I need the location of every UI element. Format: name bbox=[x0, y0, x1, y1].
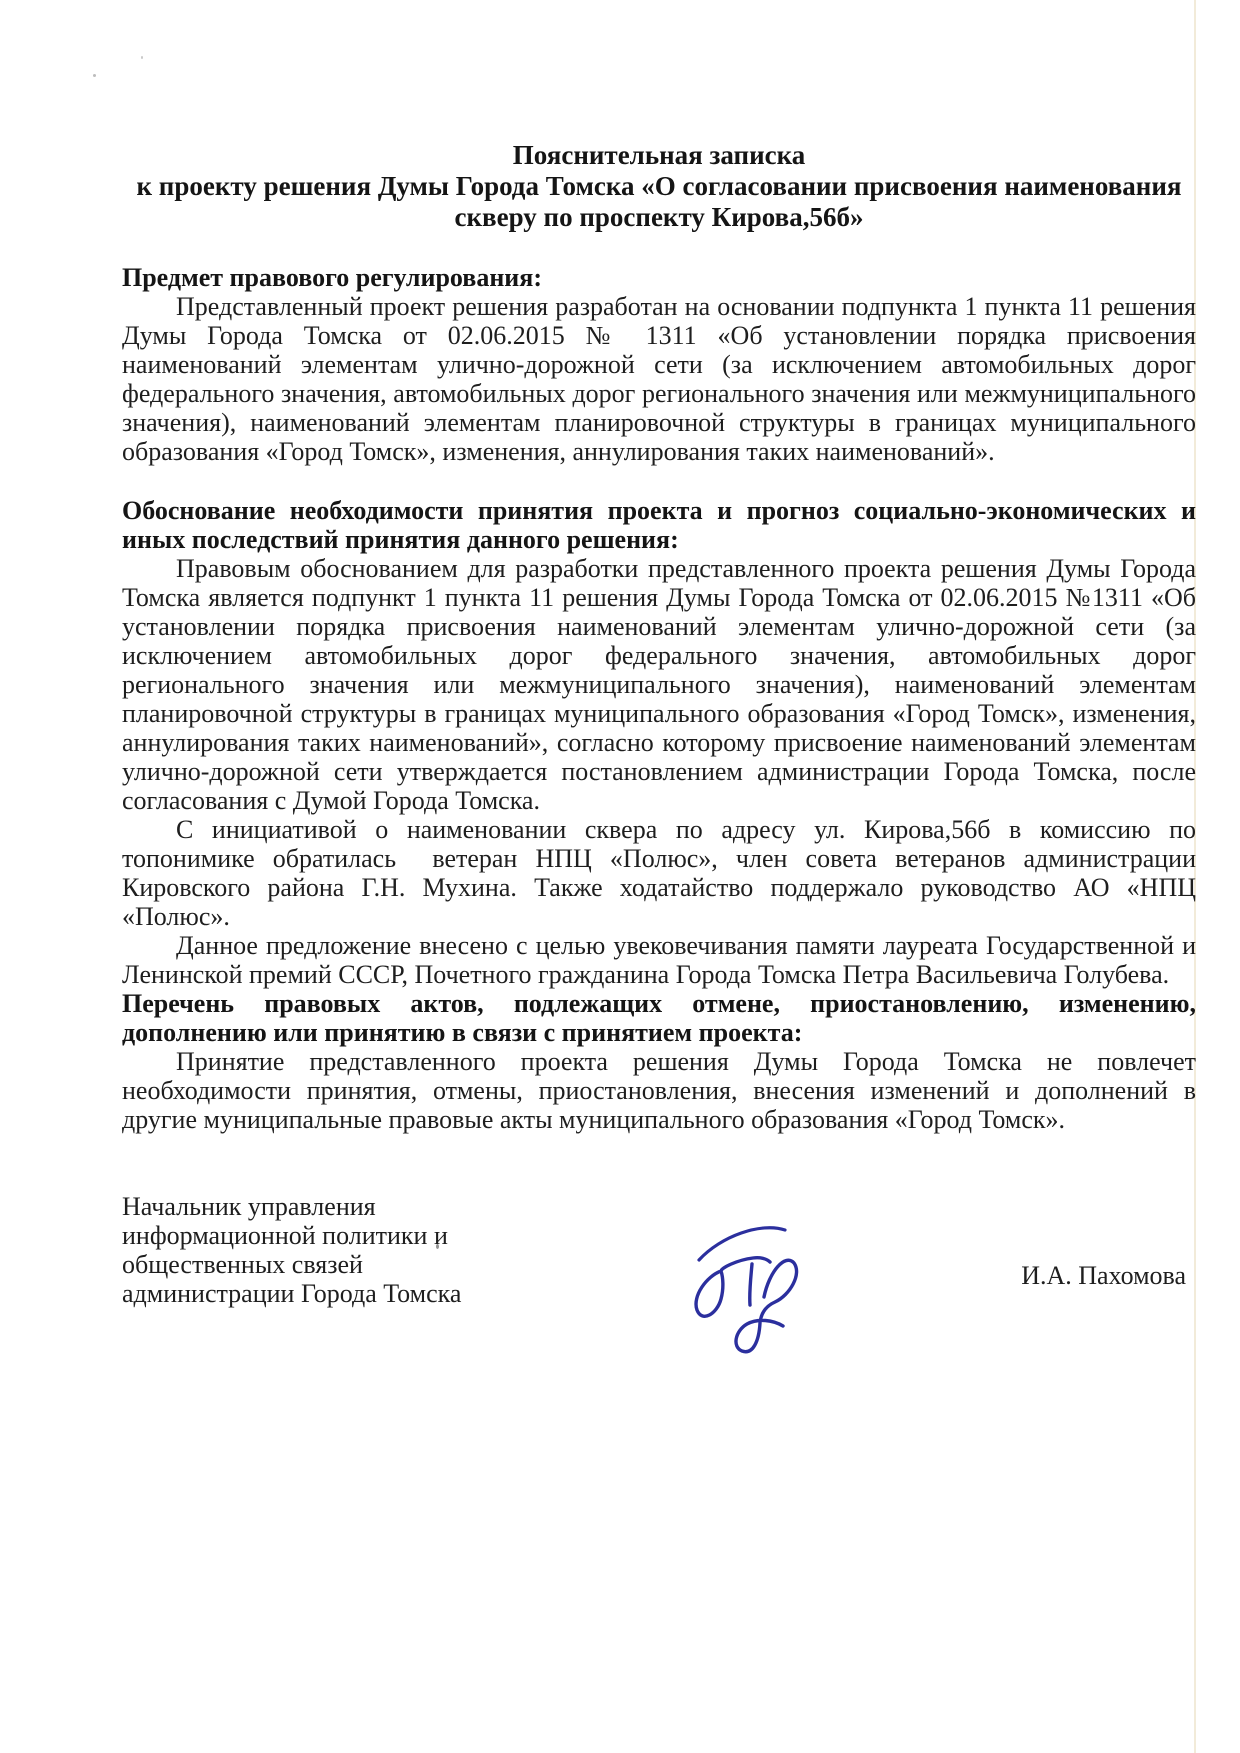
paragraph-subject: Представленный проект решения разработан на основании подпункта 1 пункта 11 решения Думы Города Томска от 02.06.2015 № 1311 «Об установлении порядка присвоения наименований элементам улично-дорожной сети (за исключением автомобильных дорог федерального значения, автомобильных дорог регионального значения или межмуниципального значения), наименований элементам планировочной структуры в границах муниципального образования «Город Томск», изменения, аннулирования таких наименований». bbox=[122, 292, 1196, 466]
title-line-1: Пояснительная записка bbox=[512, 140, 806, 170]
signatory-name: И.А. Пахомова bbox=[1021, 1261, 1186, 1290]
signatory-position-line-3: общественных связей bbox=[122, 1250, 363, 1279]
signatory-position-line-1: Начальник управления bbox=[122, 1192, 376, 1221]
signatory-position-line-2: информационной политики и bbox=[122, 1221, 448, 1250]
section-heading-justification: Обоснование необходимости принятия проекта и прогноз социально-экономических и иных последствий принятия данного решения: bbox=[122, 496, 1196, 554]
scan-speckle bbox=[141, 56, 143, 59]
section-heading-subject: Предмет правового регулирования: bbox=[122, 263, 542, 292]
paragraph-initiative: С инициативой о наименовании сквера по адресу ул. Кирова,56б в комиссию по топонимике обратилась ветеран НПЦ «Полюс», член совета ветеранов администрации Кировского района Г.Н. Мухина. Также ходатайство поддержало руководство АО «НПЦ «Полюс». bbox=[122, 815, 1196, 931]
paragraph-purpose: Данное предложение внесено с целью увековечивания памяти лауреата Государственной и Ленинской премий СССР, Почетного гражданина Города Томска Петра Васильевича Голубева. bbox=[122, 931, 1196, 989]
document-body bbox=[122, 140, 1196, 1308]
paragraph-acts: Принятие представленного проекта решения Думы Города Томска не повлечет необходимости принятия, отмены, приостановления, внесения изменений и дополнений в другие муниципальные правовые акты муниципального образования «Город Томск». bbox=[122, 1047, 1196, 1134]
section-heading-acts-list: Перечень правовых актов, подлежащих отмене, приостановлению, изменению, дополнению или принятию в связи с принятием проекта: bbox=[122, 989, 1196, 1047]
signature-ink bbox=[655, 1208, 815, 1358]
scan-speckle bbox=[93, 74, 96, 77]
signatory-position-line-4: администрации Города Томска bbox=[122, 1279, 462, 1308]
signatory-position bbox=[122, 1192, 461, 1308]
title-line-2: к проекту решения Думы Города Томска «О согласовании присвоения наименования bbox=[136, 171, 1182, 201]
paragraph-legal-basis: Правовым обоснованием для разработки представленного проекта решения Думы Города Томска является подпункт 1 пункта 11 решения Думы Города Томска от 02.06.2015 №1311 «Об установлении порядка присвоения наименований элементам улично-дорожной сети (за исключением автомобильных дорог федерального значения, автомобильных дорог регионального значения или межмуниципального значения), наименований элементам планировочной структуры в границах муниципального образования «Город Томск», изменения, аннулирования таких наименований», согласно которому присвоение наименований элементам улично-дорожной сети утверждается постановлением администрации Города Томска, после согласования с Думой Города Томска. bbox=[122, 554, 1196, 815]
title-line-3: скверу по проспекту Кирова,56б» bbox=[454, 202, 864, 232]
document-title bbox=[122, 140, 1196, 233]
